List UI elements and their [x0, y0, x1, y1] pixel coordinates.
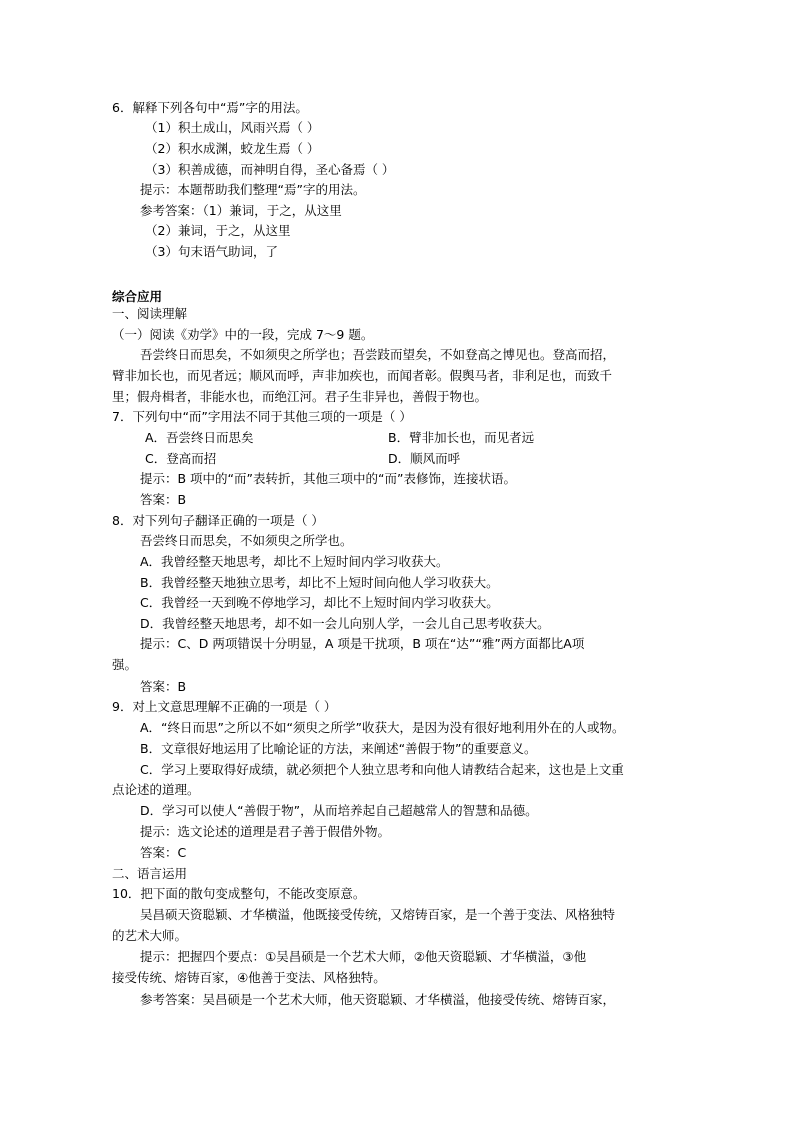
q6-item-2: （2）积水成渊，蛟龙生焉（ ） — [145, 141, 320, 156]
q7-option-a: A．吾尝终日而思矣 — [145, 430, 254, 445]
q10-answer: 参考答案：吴昌硕是一个艺术大师，他天资聪颖、才华横溢，他接受传统、熔铸百家， — [140, 992, 616, 1007]
q9-answer: 答案：C — [140, 845, 187, 860]
q10-text-line-1: 吴昌硕天资聪颖、才华横溢，他既接受传统，又熔铸百家，是一个善于变法、风格独特 — [140, 907, 616, 922]
q10-hint-line-2: 接受传统、熔铸百家，④他善于变法、风格独特。 — [112, 970, 386, 985]
q9-option-c-cont: 点论述的道理。 — [112, 782, 200, 797]
q9-option-b: B．文章很好地运用了比喻论证的方法，来阐述“善假于物”的重要意义。 — [140, 741, 537, 756]
reading-intro: （一）阅读《劝学》中的一段，完成 7～9 题。 — [112, 327, 374, 342]
q8-option-c: C．我曾经一天到晚不停地学习，却比不上短时间内学习收获大。 — [140, 595, 499, 610]
q10-title: 10．把下面的散句变成整句，不能改变原意。 — [112, 886, 366, 901]
passage-line-2: 臂非加长也，而见者远；顺风而呼，声非加疾也，而闻者彰。假舆马者，非利足也，而致千 — [112, 368, 613, 383]
q6-answer-3: （3）句末语气助词，了 — [145, 244, 278, 259]
q7-option-d: D．顺风而呼 — [388, 451, 461, 466]
q7-title: 7．下列句中“而”字用法不同于其他三项的一项是（ ） — [112, 409, 412, 424]
q9-hint: 提示：选文论述的道理是君子善于假借外物。 — [140, 824, 391, 839]
q6-title: 6．解释下列各句中“焉”字的用法。 — [112, 100, 308, 115]
q9-title: 9．对上文意思理解不正确的一项是（ ） — [112, 699, 337, 714]
q7-hint: 提示：B 项中的“而”表转折，其他三项中的“而”表修饰，连接状语。 — [140, 471, 516, 486]
q6-item-3: （3）积善成德，而神明自得，圣心备焉（ ） — [145, 162, 395, 177]
q8-option-d: D．我曾经整天地思考，却不如一会儿向别人学，一会儿自己思考收获大。 — [140, 616, 550, 631]
q6-answer-2: （2）兼词，于之，从这里 — [145, 223, 291, 238]
q8-option-b: B．我曾经整天地独立思考，却比不上短时间向他人学习收获大。 — [140, 575, 499, 590]
passage-line-1: 吾尝终日而思矣，不如须臾之所学也；吾尝跂而望矣，不如登高之博见也。登高而招， — [140, 347, 616, 362]
q8-hint-line-1: 提示：C、D 两项错误十分明显，A 项是干扰项，B 项在“达”“雅”两方面都比A项 — [140, 636, 585, 651]
q6-answer-label: 参考答案：（1）兼词，于之，从这里 — [140, 203, 342, 218]
q8-title: 8．对下列句子翻译正确的一项是（ ） — [112, 513, 324, 528]
q9-option-d: D．学习可以使人“善假于物”，从而培养起自己超越常人的智慧和品德。 — [140, 803, 538, 818]
q8-option-a: A．我曾经整天地思考，却比不上短时间内学习收获大。 — [140, 554, 449, 569]
part2-heading: 二、语言运用 — [112, 866, 188, 881]
q7-option-b: B．臂非加长也，而见者远 — [388, 430, 535, 445]
q10-text-line-2: 的艺术大师。 — [112, 928, 188, 943]
q9-option-a: A．“终日而思”之所以不如“须臾之所学”收获大，是因为没有很好地利用外在的人或物。 — [140, 720, 625, 735]
q8-hint-line-2: 强。 — [112, 657, 138, 672]
q8-answer: 答案：B — [140, 679, 187, 694]
section-heading: 综合应用 — [112, 289, 163, 304]
q7-answer: 答案：B — [140, 492, 187, 507]
q10-hint-line-1: 提示：把握四个要点：①吴昌硕是一个艺术大师，②他天资聪颖、才华横溢，③他 — [140, 949, 587, 964]
passage-line-3: 里；假舟楫者，非能水也，而绝江河。君子生非异也，善假于物也。 — [112, 389, 488, 404]
part1-heading: 一、阅读理解 — [112, 306, 188, 321]
q6-hint: 提示：本题帮助我们整理“焉”字的用法。 — [140, 182, 366, 197]
q9-option-c: C．学习上要取得好成绩，就必须把个人独立思考和向他人请教结合起来，这也是上文重 — [140, 762, 624, 777]
q6-item-1: （1）积土成山，风雨兴焉（ ） — [145, 120, 320, 135]
q8-sentence: 吾尝终日而思矣，不如须臾之所学也。 — [140, 533, 353, 548]
q7-option-c: C．登高而招 — [145, 451, 217, 466]
